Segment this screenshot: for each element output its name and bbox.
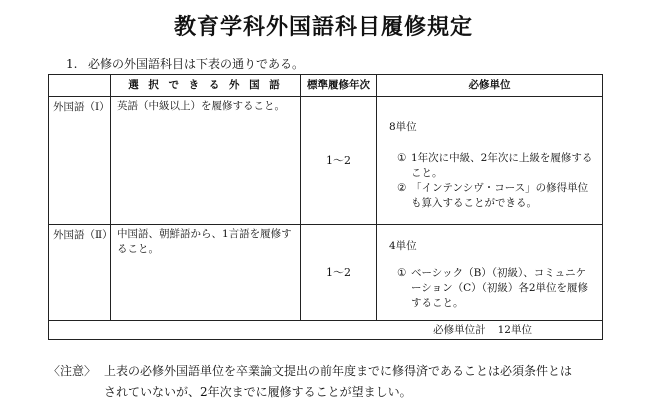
page-title: 教育学科外国語科目履修規定 (173, 14, 473, 40)
intro-number: 1. (66, 57, 78, 71)
header-blank (49, 75, 111, 97)
row-units-cell (377, 97, 603, 225)
row-units-cell (377, 225, 603, 321)
row-language: 中国語、朝鮮語から、1言語を履修すること。 (111, 225, 301, 321)
requirements-table (48, 74, 603, 340)
total-cell (49, 321, 603, 340)
footnote-line-1 (48, 361, 608, 382)
note-text: 1年次に中級、2年次に上級を履修すること。 (411, 152, 593, 179)
footnote-line-2: されていないが、2年次までに履修することが望ましい。 (104, 385, 412, 399)
row-year: 1～2 (301, 225, 377, 321)
note-text: 「インテンシヴ・コース」の修得単位も算入することができる。 (411, 182, 589, 209)
intro-text: 必修の外国語科目は下表の通りである。 (88, 57, 305, 71)
row-year: 1～2 (301, 97, 377, 225)
footnote-text-1: 上表の必修外国語単位を卒業論文提出の前年度までに修得済であることは必須条件とは (104, 364, 573, 378)
footnote-label: 〈注意〉 (48, 364, 97, 378)
unit-note (397, 181, 596, 211)
row-category: 外国語（Ⅰ） (49, 97, 111, 225)
table-row (49, 97, 603, 225)
table-header-row (49, 75, 603, 97)
note-text: ベーシック（B）（初級）、コミュニケーション（C）（初級）各2単位を履修すること。 (411, 267, 589, 309)
total-value: 12単位 (497, 323, 532, 336)
intro-line (66, 55, 304, 72)
row-units: 8単位 (389, 121, 417, 133)
unit-note (397, 266, 596, 311)
table-row (49, 225, 603, 321)
total-label: 必修単位計 (433, 323, 486, 336)
header-year: 標準履修年次 (301, 75, 377, 97)
header-language: 選 択 で き る 外 国 語 (111, 75, 301, 97)
row-units: 4単位 (389, 240, 417, 252)
table-total-row (49, 321, 603, 340)
note-mark: ② (397, 182, 407, 194)
row-category: 外国語（Ⅱ） (49, 225, 111, 321)
unit-note (397, 151, 596, 181)
header-units: 必修単位 (377, 75, 603, 97)
note-mark: ① (397, 152, 407, 164)
footnote (48, 361, 608, 403)
row-language: 英語（中級以上）を履修すること。 (111, 97, 301, 225)
note-mark: ① (397, 267, 407, 279)
